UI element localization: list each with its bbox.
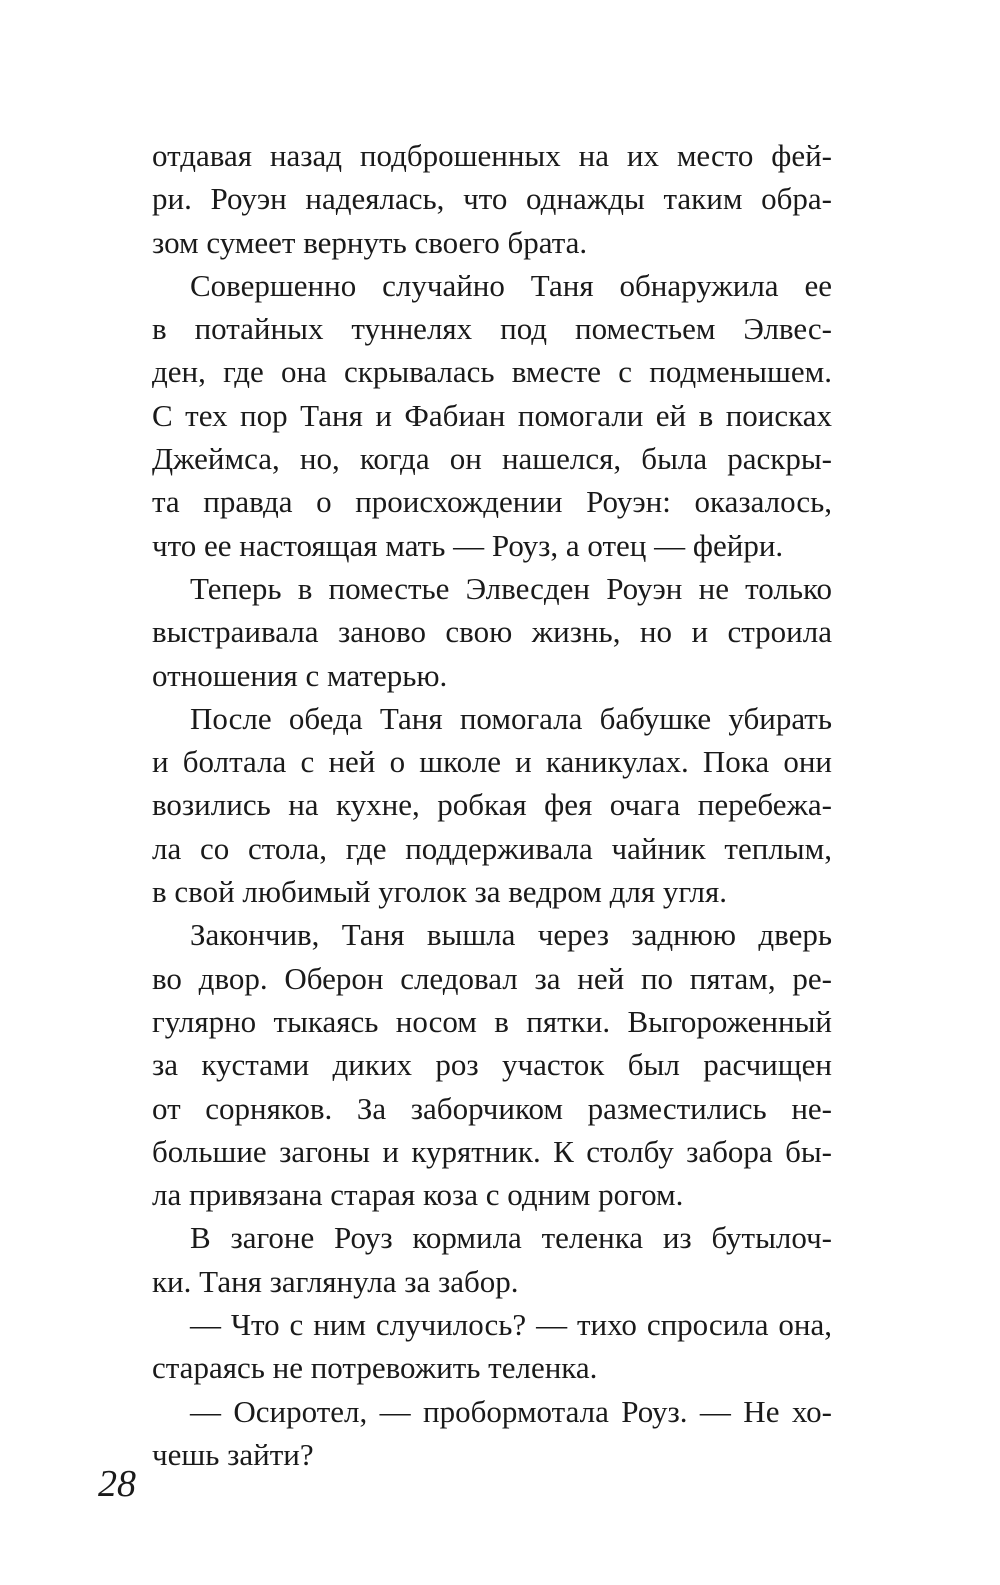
text-line: за кустами диких роз участок был расчищен (152, 1047, 832, 1083)
text-line: от сорняков. За заборчиком разместились не- (152, 1090, 832, 1126)
text-line: та правда о происхождении Роуэн: оказалось, (152, 484, 832, 520)
text-line: в потайных туннелях под поместьем Элвес- (152, 311, 832, 347)
text-line: во двор. Оберон следовал за ней по пятам, ре- (152, 960, 832, 996)
text-line: ки. Таня заглянула за забор. (152, 1263, 519, 1299)
text-line: ла привязана старая коза с одним рогом. (152, 1177, 684, 1213)
text-line: ден, где она скрывалась вместе с подменышем. (152, 354, 832, 390)
text-line: Джеймса, но, когда он нашелся, была раскры- (152, 441, 832, 477)
text-line: зом сумеет вернуть своего брата. (152, 224, 588, 260)
text-line: С тех пор Таня и Фабиан помогали ей в поисках (152, 397, 832, 433)
paragraph (152, 1216, 832, 1303)
page-number: 28 (98, 1463, 136, 1505)
text-line: отношения с матерью. (152, 657, 448, 693)
text-line: — Осиротел, — пробормотала Роуз. — Не хо- (190, 1393, 832, 1429)
paragraph (152, 697, 832, 913)
paragraph (152, 264, 832, 567)
paragraph (152, 567, 832, 697)
paragraph (152, 913, 832, 1216)
paragraph (152, 1390, 832, 1477)
text-line: В загоне Роуз кормила теленка из бутылоч- (190, 1220, 832, 1256)
text-line: возились на кухне, робкая фея очага перебежа- (152, 787, 832, 823)
text-line: ла со стола, где поддерживала чайник теплым, (152, 830, 832, 866)
text-line: большие загоны и курятник. К столбу забора бы- (152, 1133, 832, 1169)
text-line: — Что с ним случилось? — тихо спросила она, (190, 1307, 832, 1343)
text-line: что ее настоящая мать — Роуз, а отец — фейри. (152, 527, 784, 563)
text-line: выстраивала заново свою жизнь, но и строила (152, 614, 832, 650)
body-text (152, 134, 832, 1476)
paragraph (152, 1303, 832, 1390)
text-line: Теперь в поместье Элвесден Роуэн не только (190, 570, 832, 606)
paragraph (152, 134, 832, 264)
text-line: ри. Роуэн надеялась, что однажды таким обра- (152, 181, 832, 217)
text-line: в свой любимый уголок за ведром для угля. (152, 874, 727, 910)
text-line: Закончив, Таня вышла через заднюю дверь (190, 917, 832, 953)
text-line: и болтала с ней о школе и каникулах. Пока они (152, 744, 832, 780)
text-line: чешь зайти? (152, 1436, 314, 1472)
text-line: После обеда Таня помогала бабушке убирать (190, 700, 832, 736)
text-line: Совершенно случайно Таня обнаружила ее (190, 267, 832, 303)
text-line: стараясь не потревожить теленка. (152, 1350, 598, 1386)
text-line: гулярно тыкаясь носом в пятки. Выгороженный (152, 1003, 832, 1039)
text-line: отдавая назад подброшенных на их место фей- (152, 138, 832, 173)
